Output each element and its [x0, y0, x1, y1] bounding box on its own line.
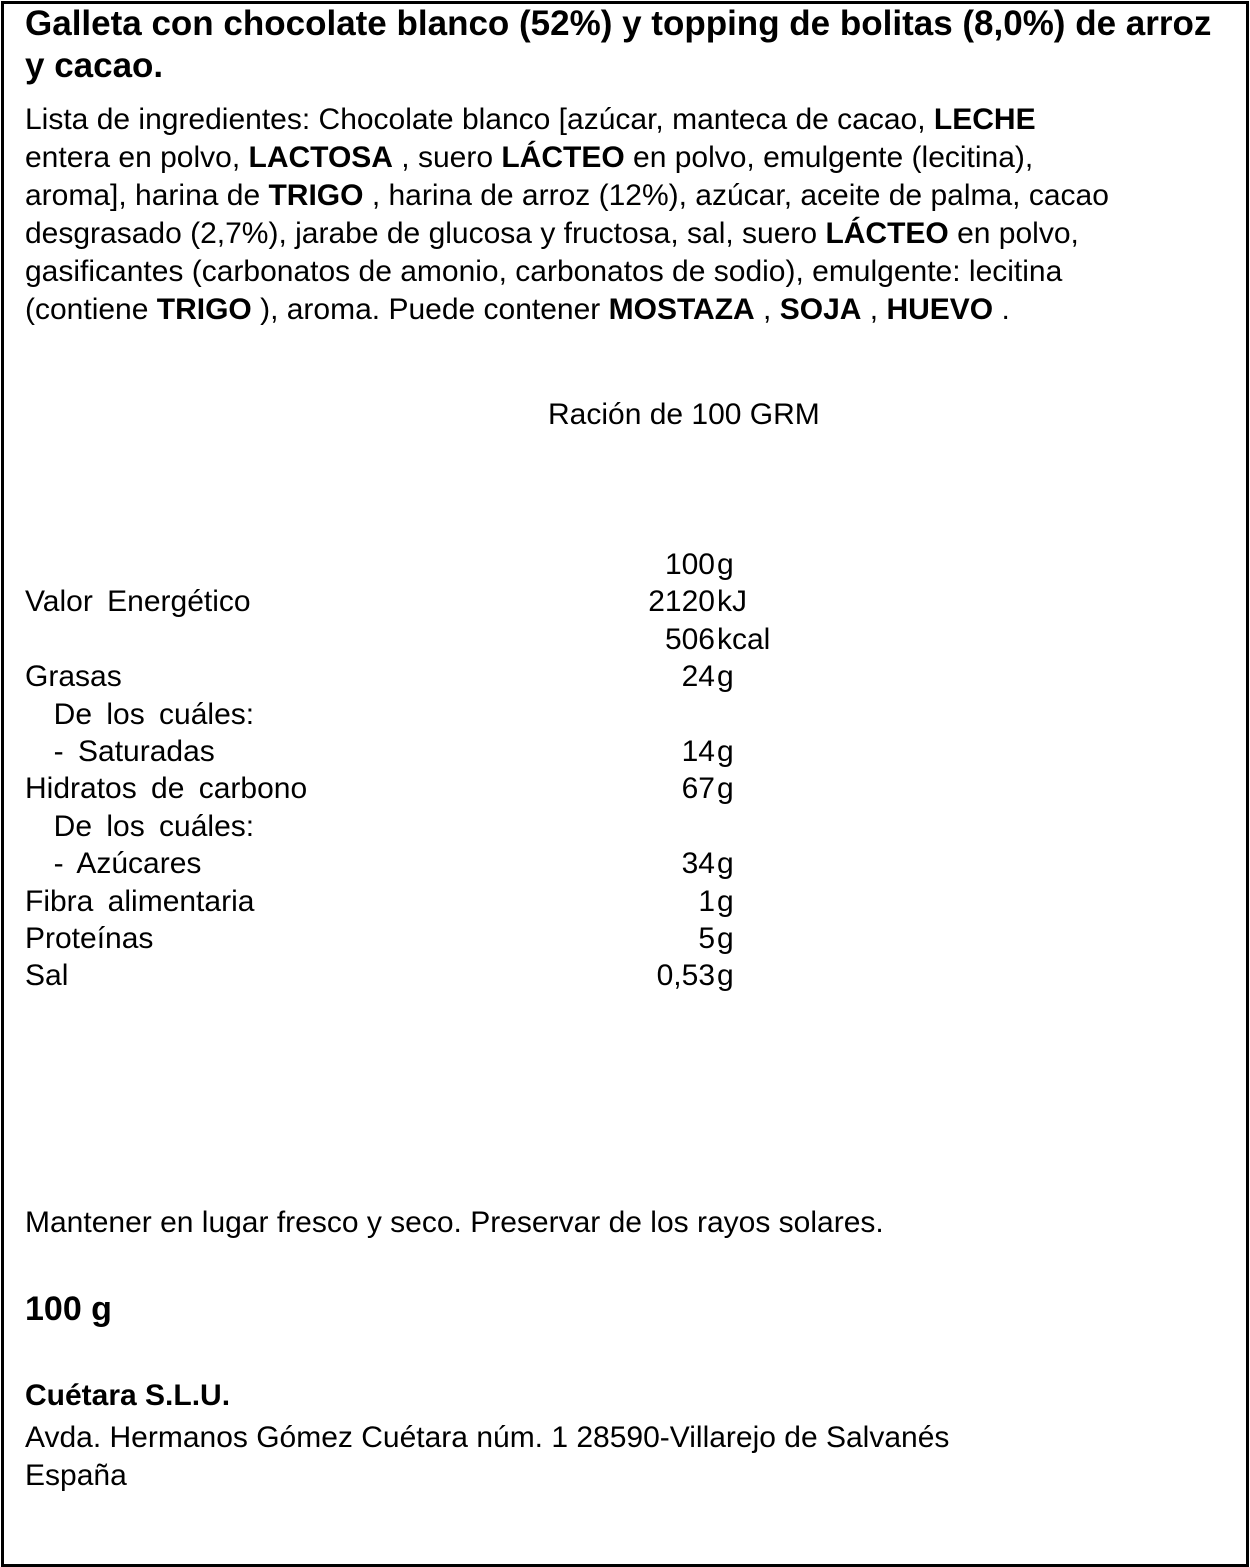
nutrient-value: 100	[664, 548, 715, 581]
nutrient-value: 24	[681, 660, 715, 693]
allergen-text: MOSTAZA	[608, 293, 755, 326]
nutrient-value: 506	[664, 623, 715, 656]
net-weight: 100 g	[25, 1290, 112, 1328]
nutrient-unit: g	[717, 885, 734, 918]
nutrition-row	[0, 696, 1250, 734]
nutrient-unit: g	[717, 735, 734, 768]
product-title: Galleta con chocolate blanco (52%) y topping de bolitas (8,0%) de arroz y cacao.	[25, 4, 1212, 85]
nutrient-value: 67	[681, 772, 715, 805]
storage-instructions: Mantener en lugar fresco y seco. Preservar de los rayos solares.	[25, 1206, 884, 1239]
nutrient-unit: g	[717, 847, 734, 880]
nutrition-row	[0, 658, 1250, 696]
company-country: España	[25, 1459, 127, 1492]
nutrition-row	[0, 883, 1250, 921]
nutrition-row	[0, 957, 1250, 995]
ingredient-text: Lista de ingredientes: Chocolate blanco [azúcar, manteca de cacao,	[25, 103, 934, 136]
allergen-text: SOJA	[779, 293, 862, 326]
ingredient-text: , harina de arroz (12%), azúcar, aceite de palma, cacao desgrasado (2,7%), jarabe de glucosa y fructosa, sal, suero	[25, 179, 1109, 250]
allergen-text: LECHE	[933, 103, 1036, 136]
nutrient-label: - Azúcares	[25, 847, 202, 880]
nutrient-label: Hidratos de carbono	[25, 772, 308, 805]
nutrient-unit: g	[717, 660, 734, 693]
nutrition-row	[0, 733, 1250, 771]
allergen-text: TRIGO	[268, 179, 364, 212]
nutrient-unit: kJ	[717, 585, 747, 618]
ingredient-text: entera en polvo,	[25, 141, 241, 174]
nutrient-value: 1	[698, 885, 715, 918]
ingredient-text: .	[993, 293, 1010, 326]
nutrition-row	[0, 920, 1250, 958]
nutrition-row	[0, 808, 1250, 846]
nutrient-unit: g	[717, 772, 734, 805]
company-name: Cuétara S.L.U.	[25, 1379, 231, 1412]
ingredients-list	[25, 101, 1225, 329]
nutrient-value: 14	[681, 735, 715, 768]
nutrient-label: De los cuáles:	[25, 698, 255, 731]
allergen-text: HUEVO	[886, 293, 994, 326]
nutrition-row	[0, 621, 1250, 659]
nutrition-row	[0, 770, 1250, 808]
allergen-text: TRIGO	[156, 293, 252, 326]
nutrient-value: 0,53	[656, 959, 715, 992]
nutrition-row	[0, 845, 1250, 883]
nutrient-label: Proteínas	[25, 922, 154, 955]
nutrient-label: Grasas	[25, 660, 122, 693]
ingredient-text: ,	[754, 293, 780, 326]
nutrient-label: Sal	[25, 959, 69, 992]
nutrition-row	[0, 583, 1250, 621]
nutrient-label: Fibra alimentaria	[25, 885, 255, 918]
company-address: Avda. Hermanos Gómez Cuétara núm. 1 28590-Villarejo de Salvanés	[25, 1421, 950, 1454]
ingredient-text: en polvo, emulgente (lecitina), aroma], harina de	[25, 141, 1034, 212]
nutrient-value: 5	[698, 922, 715, 955]
ingredient-text: en polvo, gasificantes (carbonatos de amonio, carbonatos de sodio), emulgente: lecitina (contiene	[25, 217, 1079, 326]
nutrient-unit: kcal	[717, 623, 771, 656]
serving-size: Ración de 100 GRM	[548, 398, 820, 431]
nutrient-unit: g	[717, 548, 734, 581]
nutrient-label: - Saturadas	[25, 735, 215, 768]
allergen-text: LACTOSA	[248, 141, 393, 174]
nutrition-row	[0, 546, 1250, 584]
nutrient-label: Valor Energético	[25, 585, 251, 618]
allergen-text: LÁCTEO	[501, 141, 625, 174]
ingredient-text: , suero	[392, 141, 502, 174]
nutrient-value: 34	[681, 847, 715, 880]
ingredient-text: ), aroma. Puede contener	[251, 293, 609, 326]
nutrient-unit: g	[717, 922, 734, 955]
nutrient-label: De los cuáles:	[25, 810, 255, 843]
ingredient-text: ,	[861, 293, 887, 326]
nutrient-value: 2120	[648, 585, 715, 618]
allergen-text: LÁCTEO	[825, 217, 949, 250]
nutrient-unit: g	[717, 959, 734, 992]
